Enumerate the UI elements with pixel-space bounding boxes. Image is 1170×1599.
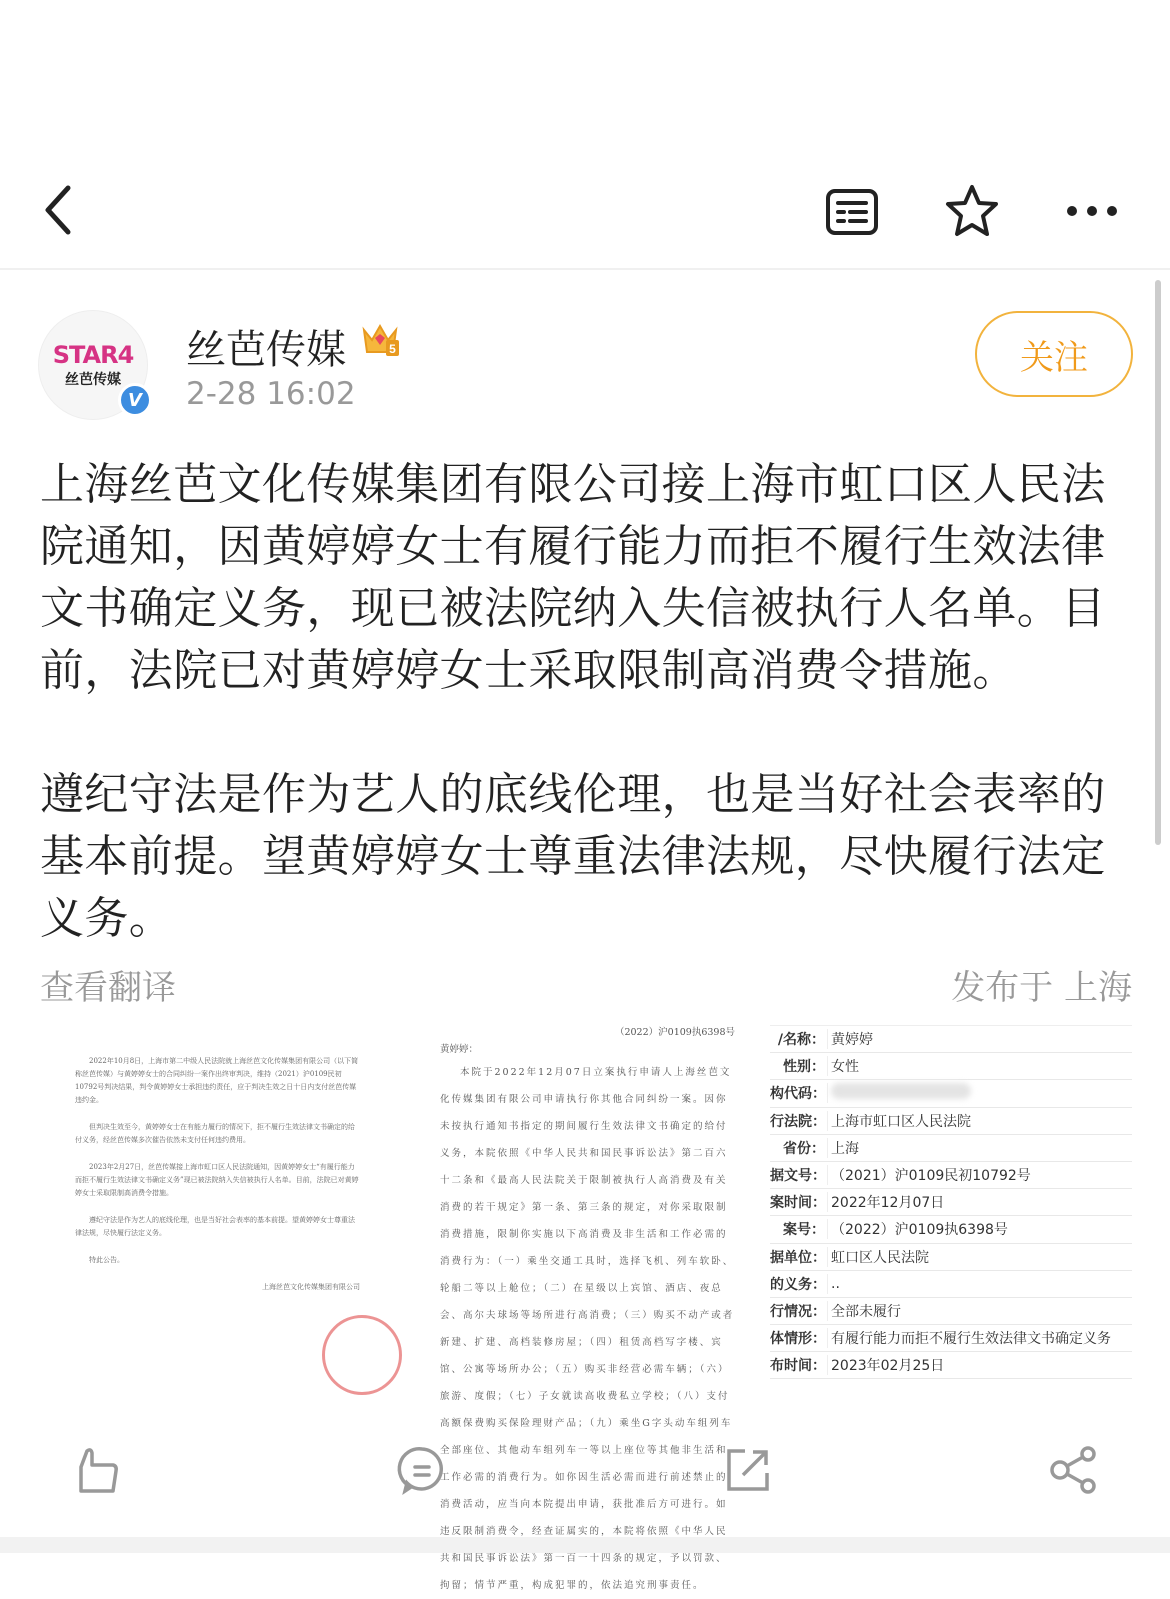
record-value: 上海市虹口区人民法院 [831, 1113, 971, 1130]
record-key: 行情况： [770, 1301, 828, 1321]
image-thumbnail-statement[interactable] [40, 1025, 390, 1390]
avatar-logo-subtext: 丝芭传媒 [65, 372, 121, 388]
share-icon [1048, 1444, 1100, 1496]
record-key: 的义务： [770, 1274, 828, 1294]
chevron-left-icon [38, 182, 78, 238]
bottom-strip [0, 1537, 1170, 1553]
post-paragraph: 上海丝芭文化传媒集团有限公司接上海市虹口区人民法院通知，因黄婷婷女士有履行能力而拒不履行生效法律文书确定义务，现已被法院纳入失信被执行人名单。目前，法院已对黄婷婷女士采取限制高消费令措施。 [40, 459, 1106, 696]
record-row [770, 1352, 1132, 1379]
follow-button[interactable]: 关注 [975, 311, 1133, 397]
reader-mode-button[interactable] [822, 184, 882, 240]
record-row [770, 1162, 1132, 1189]
record-row [770, 1325, 1132, 1352]
share-button[interactable] [1044, 1440, 1104, 1500]
company-seal [322, 1315, 402, 1395]
record-value: 黄婷婷 [831, 1032, 873, 1049]
record-row [770, 1108, 1132, 1135]
doc-line: 但判决生效至今，黄婷婷女士在有能力履行的情况下，拒不履行生效法律文书确定的给付义务，经丝芭传媒多次催告依然未支付任何违约费用。 [75, 1123, 355, 1144]
more-icon [1062, 204, 1122, 218]
record-key: 案号： [770, 1219, 828, 1239]
record-row [770, 1271, 1132, 1298]
record-key: 构代码： [770, 1083, 828, 1103]
record-value: 上海 [831, 1140, 859, 1157]
record-key: 行法院： [770, 1111, 828, 1131]
thumbs-up-icon [73, 1445, 123, 1495]
vip-crown-icon [360, 320, 400, 358]
record-key: 据单位： [770, 1247, 828, 1267]
post-body [40, 454, 1120, 1012]
record-value: 有履行能力而拒不履行生效法律文书确定义务 [831, 1331, 1111, 1348]
doc-line: 特此公告。 [89, 1256, 124, 1264]
blurred-value [831, 1083, 971, 1099]
post-time: 2-28 16:02 [186, 376, 356, 412]
doc-salutation: 黄婷婷： [440, 1044, 479, 1055]
record-row [770, 1244, 1132, 1271]
scrollbar[interactable] [1155, 280, 1161, 845]
top-navigation-bar [0, 150, 1170, 270]
avatar-logo-text: STAR4 [52, 341, 134, 369]
comment-icon [397, 1445, 447, 1495]
record-key: 性别： [770, 1056, 828, 1076]
doc-case-number: （2022）沪0109执6398号 [614, 1027, 735, 1038]
record-row [770, 1053, 1132, 1080]
record-key: 据文号： [770, 1165, 828, 1185]
record-value: 全部未履行 [831, 1303, 901, 1320]
vip-level: 5 [389, 342, 396, 356]
record-key: 体情形： [770, 1328, 828, 1348]
post-paragraph: 遵纪守法是作为艺人的底线伦理，也是当好社会表率的基本前提。望黄婷婷女士尊重法律法规，尽快履行法定义务。 [40, 769, 1106, 944]
record-value [828, 1083, 971, 1103]
record-row [770, 1135, 1132, 1162]
translate-link[interactable]: 查看翻译 [40, 968, 176, 1008]
favorite-button[interactable] [940, 180, 1004, 242]
post-location: 发布于 上海 [951, 968, 1132, 1008]
doc-line: 上海丝芭文化传媒集团有限公司 [262, 1283, 360, 1291]
doc-line: 2022年10月8日，上海市第二中级人民法院就上海丝芭文化传媒集团有限公司（以下简称丝芭传媒）与黄婷婷女士的合同纠纷一案作出终审判决，维持（2021）沪0109民初10792号判决结果，判令黄婷婷女士承担违约责任，应于判决生效之日十日内支付丝芭传媒违约金。 [75, 1057, 359, 1104]
verified-badge-icon: V [118, 383, 152, 417]
record-row [770, 1026, 1132, 1053]
comment-button[interactable] [392, 1440, 452, 1500]
doc-line: 2023年2月27日，丝芭传媒接上海市虹口区人民法院通知，因黄婷婷女士“有履行能力而拒不履行生效法律文书确定义务”现已被法院纳入失信被执行人名单。目前，法院已对黄婷婷女士采取限制高消费令措施。 [75, 1163, 359, 1197]
author-name[interactable]: 丝芭传媒 [186, 327, 346, 373]
record-key: /名称： [770, 1029, 828, 1049]
image-thumbnail-court-order[interactable] [430, 1025, 745, 1591]
repost-button[interactable] [718, 1440, 778, 1500]
action-bar [0, 1420, 1170, 1520]
record-key: 案时间： [770, 1192, 828, 1212]
back-button[interactable] [30, 180, 86, 240]
repost-icon [723, 1445, 773, 1495]
image-thumbnail-record-table[interactable] [770, 1025, 1132, 1390]
reader-icon [824, 187, 880, 237]
doc-text: 本院于2022年12月07日立案执行申请人上海丝芭文化传媒集团有限公司申请执行你其他合同纠纷一案。因你未按执行通知书指定的期间履行生效法律文书确定的给付义务，本院依照《中华人民共和国民事诉讼法》第二百六十二条和《最高人民法院关于限制被执行人高消费及有关消费的若干规定》第一条、第三条的规定，对你采取限制消费措施，限制你实施以下高消费及非生活和工作必需的消费行为：（一）乘坐交通工具时，选择飞机、列车软卧、轮船二等以上舱位；（二）在星级以上宾馆、酒店、夜总会、高尔夫球场等场所进行高消费；（三）购买不动产或者新建、扩建、高档装修房屋；（四）租赁高档写字楼、宾馆、公寓等场所办公；（五）购买非经营必需车辆；（六）旅游、度假；（七）子女就读高收费私立学校；（八）支付高额保费购买保险理财产品；（九）乘坐G字头动车组列车全部座位、其他动车组列车一等以上座位等其他非生活和工作必需的消费行为。如你因生活必需而进行前述禁止的消费活动，应当向本院提出申请，获批准后方可进行。如违反限制消费令，经查证属实的，本院将依照《中华人民共和国民事诉讼法》第一百一十四条的规定，予以罚款、拘留；情节严重，构成犯罪的，依法追究刑事责任。 [440, 1067, 735, 1591]
record-row [770, 1189, 1132, 1216]
record-row [770, 1298, 1132, 1325]
record-row [770, 1080, 1132, 1107]
doc-line: 遵纪守法是作为艺人的底线伦理，也是当好社会表率的基本前提。望黄婷婷女士尊重法律法规，尽快履行法定义务。 [75, 1216, 355, 1237]
record-value: .. [831, 1275, 840, 1292]
record-value: （2021）沪0109民初10792号 [831, 1168, 1031, 1185]
record-value: 虹口区人民法院 [831, 1249, 929, 1266]
more-button[interactable] [1060, 188, 1124, 234]
like-button[interactable] [68, 1440, 128, 1500]
record-value: 2023年02月25日 [831, 1358, 945, 1375]
record-key: 布时间： [770, 1355, 828, 1375]
record-value: （2022）沪0109执6398号 [831, 1222, 1008, 1239]
record-value: 2022年12月07日 [831, 1195, 945, 1212]
record-row [770, 1216, 1132, 1243]
record-value: 女性 [831, 1059, 859, 1076]
record-key: 省份： [770, 1138, 828, 1158]
star-icon [943, 183, 1001, 239]
